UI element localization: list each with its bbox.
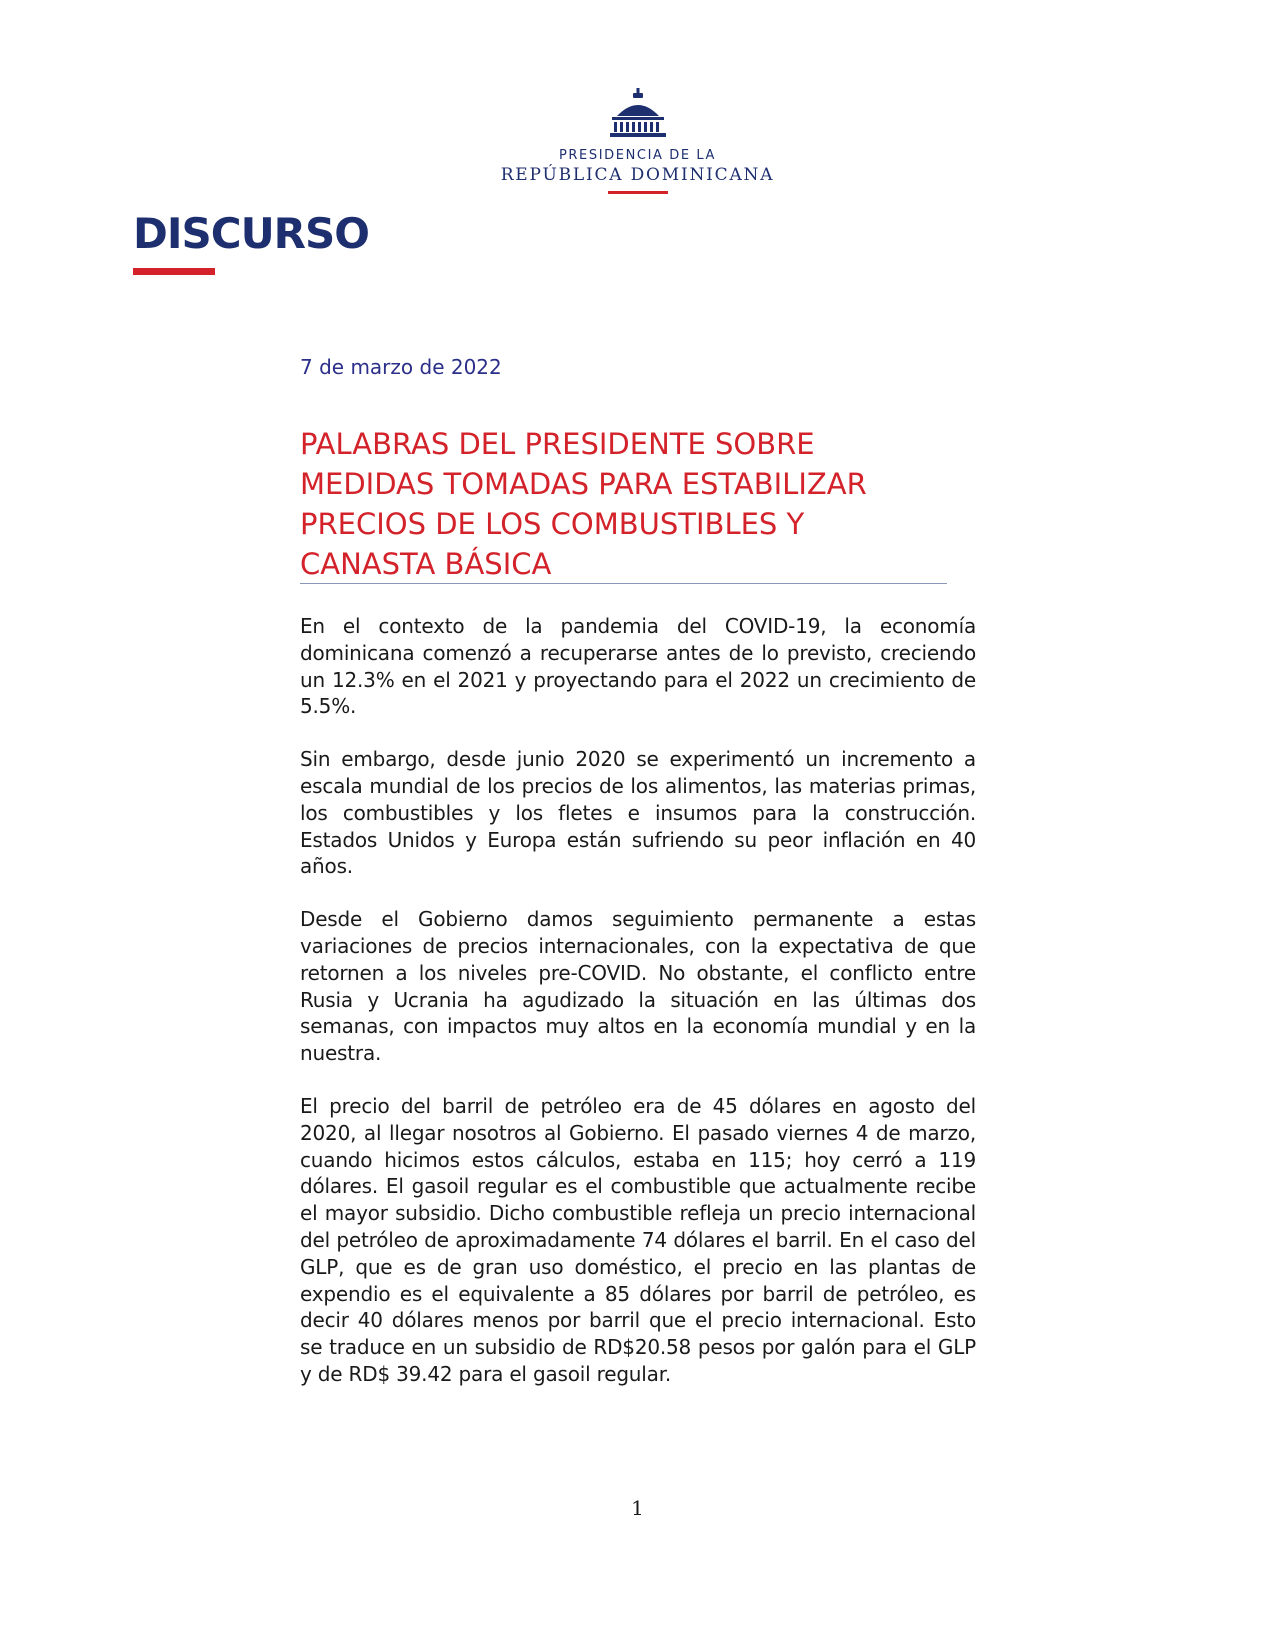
institution-line2: REPÚBLICA DOMINICANA <box>500 165 775 185</box>
document-title <box>300 424 960 584</box>
title-line: MEDIDAS TOMADAS PARA ESTABILIZAR <box>300 467 867 501</box>
presidency-logo <box>0 88 1275 194</box>
body-paragraph: Sin embargo, desde junio 2020 se experimentó un incremento a escala mundial de los precios de los alimentos, las materias primas, los combustibles y los fletes e insumos para la construcción. Estados Unidos y Europa están sufriendo su peor inflación en 40 años. <box>300 747 976 879</box>
speech-body <box>300 613 976 1414</box>
section-label-underline <box>133 268 215 275</box>
document-date: 7 de marzo de 2022 <box>300 355 502 379</box>
title-divider <box>300 583 947 584</box>
logo-accent-bar <box>608 191 668 194</box>
capitol-dome-icon <box>606 88 670 138</box>
section-label: DISCURSO <box>133 209 369 258</box>
page-number: 1 <box>631 1496 644 1520</box>
body-paragraph: Desde el Gobierno damos seguimiento permanente a estas variaciones de precios internacionales, con la expectativa de que retornen a los niveles pre-COVID. No obstante, el conflicto entre Rusia y Ucrania ha agudizado la situación en las últimas dos semanas, con impactos muy altos en la economía mundial y en la nuestra. <box>300 907 976 1066</box>
body-paragraph: El precio del barril de petróleo era de 45 dólares en agosto del 2020, al llegar nosotros al Gobierno. El pasado viernes 4 de marzo, cuando hicimos estos cálculos, estaba en 115; hoy cerró a 119 dólares. El gasoil regular es el combustible que actualmente recibe el mayor subsidio. Dicho combustible refleja un precio internacional del petróleo de aproximadamente 74 dólares el barril. En el caso del GLP, que es de gran uso doméstico, el precio en las plantas de expendio es el equivalente a 85 dólares por barril de petróleo, es decir 40 dólares menos por barril que el precio internacional. Esto se traduce en un subsidio de RD$20.58 pesos por galón para el GLP y de RD$ 39.42 para el gasoil regular. <box>300 1093 976 1386</box>
title-line: CANASTA BÁSICA <box>300 547 552 581</box>
title-line: PRECIOS DE LOS COMBUSTIBLES Y <box>300 507 805 541</box>
institution-line1: PRESIDENCIA DE LA <box>558 148 717 163</box>
title-line: PALABRAS DEL PRESIDENTE SOBRE <box>300 427 815 461</box>
body-paragraph: En el contexto de la pandemia del COVID-19, la economía dominicana comenzó a recuperarse antes de lo previsto, creciendo un 12.3% en el 2021 y proyectando para el 2022 un crecimiento de 5.5%. <box>300 614 976 719</box>
